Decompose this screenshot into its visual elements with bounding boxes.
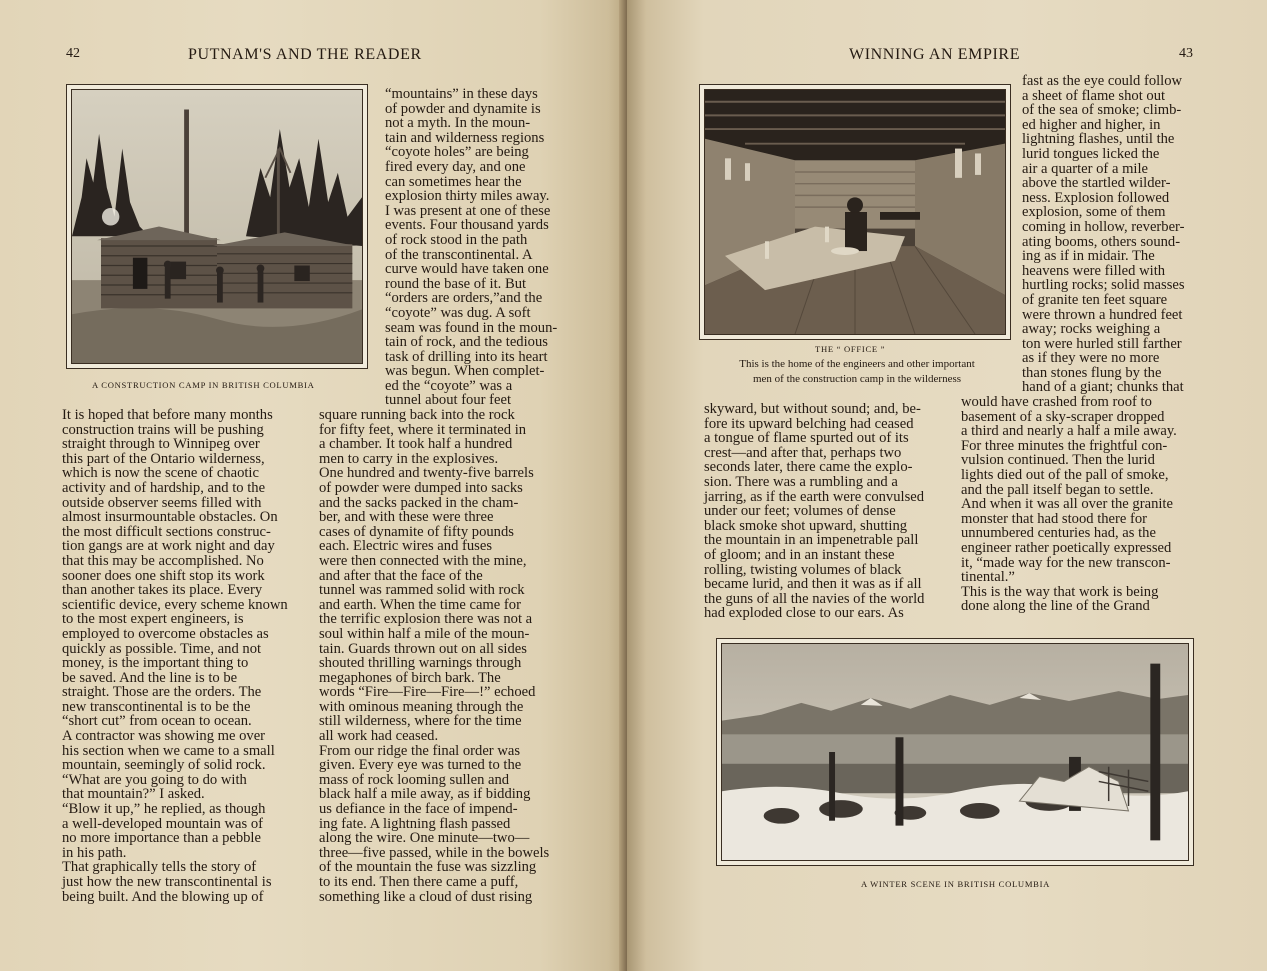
right-column-text: skyward, but without sound; and, be- fore its upward belching had ceased a tongue of flame spurted out of its crest—and after that, perhaps two seconds later, there came the explo- sion. There was a rumbling and a jarring, as if the earth were convulsed under our feet; volumes of dense black smoke shot upward, shutting the mountain in an impenetrable pall of gloom; and in an instant these rolling, twisting volumes of black became lurid, and then it was as if all the guns of all the navies of the world had exploded close to our ears. As bbox=[704, 401, 925, 622]
construction-camp-photo bbox=[66, 84, 368, 369]
left-column-text: It is hoped that before many months construction trains will be pushing straight through to Winnipeg over this part of the Ontario wilderness, which is now the scene of chaotic activity and of hardship, and to the outside observer seems filled with almost insurmountable obstacles. On the most difficult sections construc- tion gangs are at work night and day that this may be accomplished. No sooner does one shift stop its work than another takes its place. Every scientific device, every scheme known to the most expert engineers, is employed to overcome obstacles as quickly as possible. Time, and not money, is the important thing to be saved. And the line is to be straight. Those are the orders. The new transcontinental is to be the “short cut” from ocean to ocean. A contractor was showing me over his section when we came to a small mountain, seemingly of solid rock. “What are you going to do with that mountain?” I asked. “Blow it up,” he replied, as though a well-developed mountain was of no more importance than a pebble in his path. That graphically tells the story of just how the new transcontinental is being built. And the blowing up of bbox=[62, 407, 288, 905]
left-column-right-bottom-text: square running back into the rock for fifty feet, where it terminated in a chamber. It took half a hundred men to carry in the explosives. One hundred and twenty-five barrels of powder were dumped into sacks and the sacks packed in the cham- ber, and with these were three cases of dynamite of fifty pounds each. Electric wires and fuses were then connected with the mine, and after that the face of the tunnel was rammed solid with rock and earth. When the time came for the terrific explosion there was not a soul within half a mile of the moun- tain. Guards thrown out on all sides shouted thrilling warnings through megaphones of birch bark. The words “Fire—Fire—Fire—!” echoed with ominous meaning through the still wilderness, where for the time all work had ceased. From our ridge the final order was given. Every eye was turned to the mass of rock looming sullen and black half a mile away, as if bidding us defiance in the face of impend- ing fate. A lightning flash passed along the wire. One minute—two— three—five passed, while in the bowels of the mountain the fuse was sizzling to its end. Then there came a puff, something like a cloud of dust rising bbox=[319, 407, 550, 905]
page-number-left: 42 bbox=[66, 46, 80, 61]
winter-scene-photo bbox=[716, 638, 1194, 866]
right-column-right-top-text: fast as the eye could follow a sheet of flame shot out of the sea of smoke; climb- ed higher and higher, in lightning flashes, until the lurid tongues licked the air a quarter of a mile above the startled wilder- ness. Explosion followed explosion, some of them coming in hollow, reverber- ating booms, others sound- ing as if in midair. The heavens were filled with hurtling rocks; solid masses of granite ten feet square were thrown a hundred feet away; rocks weighing a ton were hurled still farther as if they were no more than stones flung by the hand of a giant; chunks that bbox=[1022, 73, 1185, 396]
office-photo-title: THE “ OFFICE ” bbox=[815, 344, 886, 354]
office-photo bbox=[699, 84, 1011, 340]
page-number-right: 43 bbox=[1179, 46, 1193, 61]
log-cabin-photo-image bbox=[72, 90, 362, 363]
running-head-left: PUTNAM'S AND THE READER bbox=[188, 46, 422, 63]
cabin-interior-photo-image bbox=[705, 90, 1005, 334]
left-photo-caption: A CONSTRUCTION CAMP IN BRITISH COLUMBIA bbox=[92, 380, 315, 390]
running-head-right: WINNING AN EMPIRE bbox=[849, 46, 1021, 63]
right-column-right-bottom-text: would have crashed from roof to basement of a sky-scraper dropped a third and nearly a half a mile away. For three minutes the frightful con- vulsion continued. Then the lurid lights died out of the pall of smoke, and the pall itself began to settle. And when it was all over the granite monster that had stood there for unnumbered centuries had, as the engineer rather poetically expressed it, “made way for the new transcon- tinental.” This is the way that work is being done along the line of the Grand bbox=[961, 394, 1177, 615]
left-column-right-top-text: “mountains” in these days of powder and dynamite is not a myth. In the moun- tain and wilderness regions “coyote holes” are being fired every day, and one can sometimes hear the explosion thirty miles away. I was present at one of these events. Four thousand yards of rock stood in the path of the transcontinental. A curve would have taken one round the base of it. But “orders are orders,”and the “coyote” was dug. A soft seam was found in the moun- tain of rock, and the tedious task of drilling into its heart was begun. When complet- ed the “coyote” was a tunnel about four feet bbox=[385, 86, 558, 409]
left-page bbox=[0, 0, 627, 971]
winter-scene-caption: A WINTER SCENE IN BRITISH COLUMBIA bbox=[861, 879, 1051, 889]
winter-landscape-photo-image bbox=[722, 644, 1188, 860]
right-page bbox=[627, 0, 1267, 971]
office-photo-caption: This is the home of the engineers and other important men of the construction camp in the wilderness bbox=[739, 358, 975, 385]
